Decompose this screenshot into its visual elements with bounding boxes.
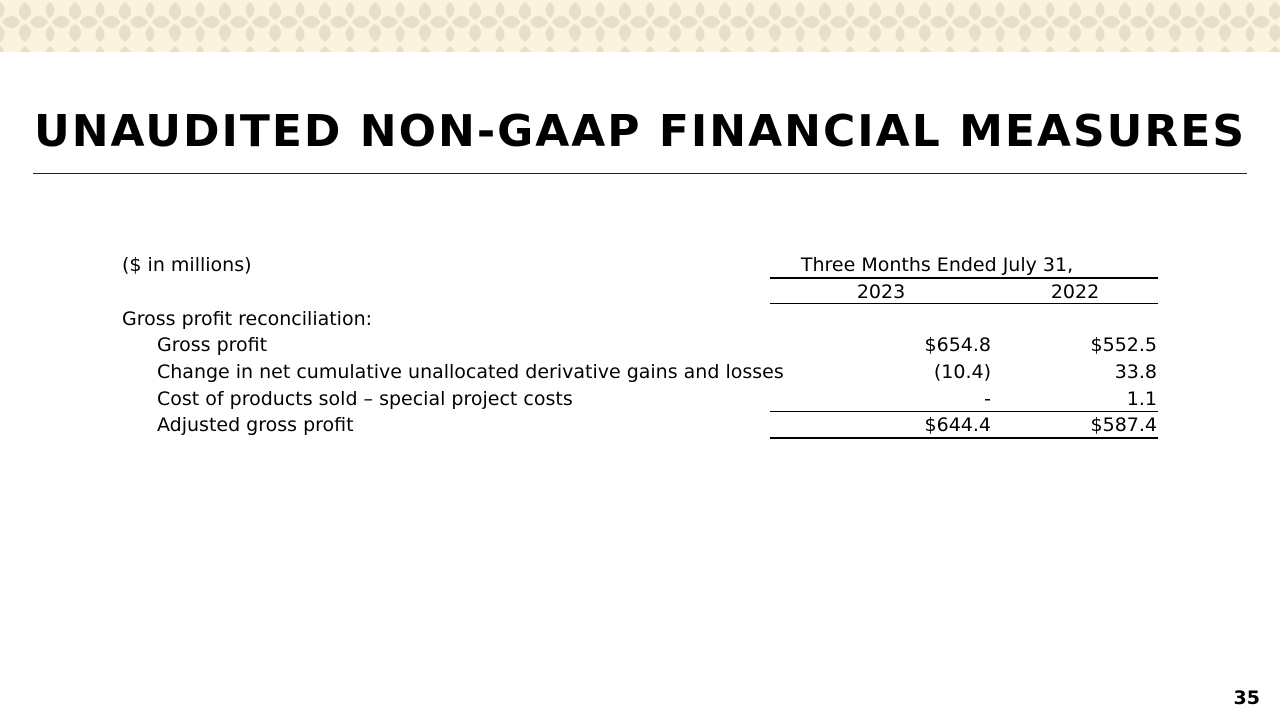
row-value-2023: - (984, 388, 991, 410)
row-label: Cost of products sold – special project costs (157, 388, 573, 410)
row-label: Gross profit (157, 334, 268, 356)
slide-title: UNAUDITED NON-GAAP FINANCIAL MEASURES (33, 106, 1247, 157)
period-header (770, 253, 1158, 279)
row-value-2022: 33.8 (1114, 361, 1157, 383)
section-label: Gross profit reconciliation: (122, 308, 373, 330)
row-value-2023: $654.8 (924, 334, 991, 356)
table-row-derivative-change (0, 359, 1280, 385)
row-label: Adjusted gross profit (157, 414, 354, 436)
page-number: 35 (1233, 687, 1260, 709)
title-divider (33, 173, 1247, 174)
period-header-label: Three Months Ended July 31, (800, 254, 1074, 276)
row-value-2022: $552.5 (1090, 334, 1157, 356)
year-header-row (770, 280, 1158, 304)
row-value-2023: (10.4) (933, 361, 991, 383)
year-header-2023: 2023 (856, 281, 906, 303)
table-row-adjusted-gross-profit (0, 412, 1280, 438)
table-row-special-project-costs (0, 386, 1280, 412)
row-value-2023: $644.4 (924, 414, 991, 436)
decorative-pattern-band (0, 0, 1280, 52)
table-row-gross-profit (0, 332, 1280, 358)
row-value-2022: $587.4 (1090, 414, 1157, 436)
total-divider (770, 437, 1158, 439)
year-header-2022: 2022 (1050, 281, 1100, 303)
row-value-2022: 1.1 (1126, 388, 1157, 410)
row-label: Change in net cumulative unallocated derivative gains and losses (157, 361, 784, 383)
units-label: ($ in millions) (122, 254, 252, 276)
